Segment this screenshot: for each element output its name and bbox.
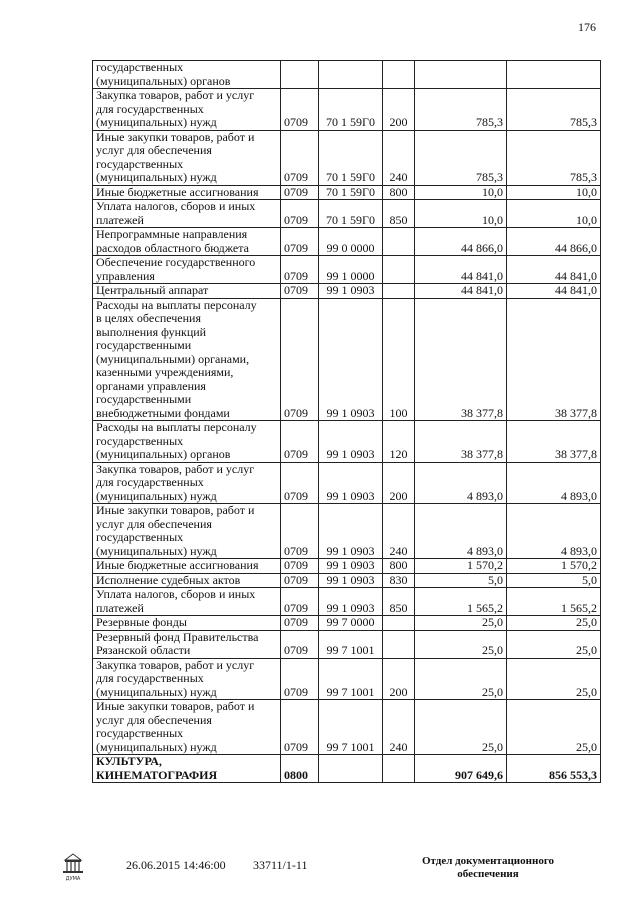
row-article-cell: 99 7 1001: [319, 630, 383, 658]
row-amount-2016-cell: 1 570,2: [507, 559, 601, 574]
row-section-cell: 0709: [281, 130, 319, 185]
row-name-cell: Резервный фонд Правительства Рязанской области: [93, 630, 281, 658]
row-section-cell: 0800: [281, 755, 319, 783]
svg-text:ДУМА: ДУМА: [65, 876, 81, 882]
row-section-cell: 0709: [281, 573, 319, 588]
row-expense-type-cell: 800: [383, 185, 415, 200]
table-row: [93, 185, 601, 200]
row-article-cell: [319, 755, 383, 783]
row-article-cell: 99 1 0903: [319, 462, 383, 504]
table-row: [93, 256, 601, 284]
table-row: [93, 588, 601, 616]
row-name-cell: Иные закупки товаров, работ и услуг для обеспечения государственных (муниципальных) нужд: [93, 504, 281, 559]
row-amount-2015-cell: 44 841,0: [415, 256, 507, 284]
table-row: [93, 504, 601, 559]
budget-table: [92, 60, 601, 783]
row-amount-2016-cell: 38 377,8: [507, 421, 601, 463]
footer-doc-code: 33711/1-11: [253, 858, 308, 872]
row-section-cell: 0709: [281, 616, 319, 631]
row-name-cell: Расходы на выплаты персоналу в целях обеспечения выполнения функций государственными (муниципальными) органами, казенными учреждениями, органами управления государственными внебюджетными фондами: [93, 298, 281, 421]
table-row: [93, 130, 601, 185]
row-article-cell: 70 1 59Г0: [319, 89, 383, 131]
row-amount-2015-cell: 44 866,0: [415, 228, 507, 256]
row-name-cell: Центральный аппарат: [93, 284, 281, 299]
row-expense-type-cell: 200: [383, 462, 415, 504]
table-row: [93, 89, 601, 131]
row-article-cell: 70 1 59Г0: [319, 200, 383, 228]
row-article-cell: 99 1 0000: [319, 256, 383, 284]
footer-department: Отдел документационного обеспечения: [421, 855, 555, 880]
row-amount-2015-cell: 25,0: [415, 616, 507, 631]
row-expense-type-cell: 240: [383, 130, 415, 185]
table-row: [93, 658, 601, 700]
budget-table-body: [93, 61, 601, 783]
table-row: [93, 559, 601, 574]
row-amount-2015-cell: 25,0: [415, 630, 507, 658]
row-section-cell: 0709: [281, 630, 319, 658]
row-expense-type-cell: 120: [383, 421, 415, 463]
row-name-cell: Уплата налогов, сборов и иных платежей: [93, 200, 281, 228]
table-row: [93, 616, 601, 631]
row-name-cell: КУЛЬТУРА, КИНЕМАТОГРАФИЯ: [93, 755, 281, 783]
page-number: 176: [578, 20, 596, 34]
row-article-cell: 99 1 0903: [319, 421, 383, 463]
table-row: [93, 462, 601, 504]
row-article-cell: 99 7 1001: [319, 658, 383, 700]
row-expense-type-cell: 240: [383, 700, 415, 755]
table-row: [93, 284, 601, 299]
row-expense-type-cell: 850: [383, 200, 415, 228]
row-article-cell: [319, 61, 383, 89]
row-amount-2016-cell: 785,3: [507, 89, 601, 131]
row-amount-2015-cell: 1 565,2: [415, 588, 507, 616]
table-row: [93, 61, 601, 89]
row-expense-type-cell: [383, 755, 415, 783]
row-expense-type-cell: 100: [383, 298, 415, 421]
row-section-cell: 0709: [281, 462, 319, 504]
row-section-cell: 0709: [281, 185, 319, 200]
row-name-cell: государственных (муниципальных) органов: [93, 61, 281, 89]
row-expense-type-cell: [383, 616, 415, 631]
row-amount-2016-cell: 44 866,0: [507, 228, 601, 256]
row-section-cell: 0709: [281, 700, 319, 755]
row-name-cell: Закупка товаров, работ и услуг для государственных (муниципальных) нужд: [93, 89, 281, 131]
row-name-cell: Исполнение судебных актов: [93, 573, 281, 588]
row-name-cell: Закупка товаров, работ и услуг для государственных (муниципальных) нужд: [93, 658, 281, 700]
row-expense-type-cell: [383, 630, 415, 658]
row-name-cell: Обеспечение государственного управления: [93, 256, 281, 284]
table-row: [93, 700, 601, 755]
row-name-cell: Иные бюджетные ассигнования: [93, 559, 281, 574]
row-amount-2015-cell: 4 893,0: [415, 504, 507, 559]
table-row: [93, 421, 601, 463]
row-amount-2015-cell: 785,3: [415, 130, 507, 185]
row-section-cell: 0709: [281, 89, 319, 131]
row-name-cell: Иные закупки товаров, работ и услуг для обеспечения государственных (муниципальных) нужд: [93, 130, 281, 185]
row-amount-2016-cell: 38 377,8: [507, 298, 601, 421]
row-amount-2015-cell: 38 377,8: [415, 421, 507, 463]
row-section-cell: 0709: [281, 421, 319, 463]
row-name-cell: Расходы на выплаты персоналу государственных (муниципальных) органов: [93, 421, 281, 463]
row-amount-2015-cell: 25,0: [415, 658, 507, 700]
row-section-cell: 0709: [281, 504, 319, 559]
row-section-cell: 0709: [281, 200, 319, 228]
row-article-cell: 99 7 1001: [319, 700, 383, 755]
row-name-cell: Непрограммные направления расходов областного бюджета: [93, 228, 281, 256]
row-amount-2015-cell: 25,0: [415, 700, 507, 755]
table-row: [93, 630, 601, 658]
row-amount-2015-cell: 10,0: [415, 200, 507, 228]
row-amount-2016-cell: 25,0: [507, 700, 601, 755]
row-article-cell: 70 1 59Г0: [319, 185, 383, 200]
row-section-cell: [281, 61, 319, 89]
duma-logo-icon: [60, 852, 86, 882]
row-expense-type-cell: [383, 61, 415, 89]
table-row: [93, 228, 601, 256]
row-section-cell: 0709: [281, 658, 319, 700]
row-expense-type-cell: 800: [383, 559, 415, 574]
row-amount-2015-cell: 10,0: [415, 185, 507, 200]
table-row: [93, 200, 601, 228]
row-section-cell: 0709: [281, 298, 319, 421]
row-amount-2016-cell: 4 893,0: [507, 462, 601, 504]
row-amount-2016-cell: 10,0: [507, 200, 601, 228]
row-section-cell: 0709: [281, 256, 319, 284]
row-amount-2015-cell: 5,0: [415, 573, 507, 588]
row-amount-2016-cell: 785,3: [507, 130, 601, 185]
row-expense-type-cell: 240: [383, 504, 415, 559]
row-expense-type-cell: 830: [383, 573, 415, 588]
row-section-cell: 0709: [281, 588, 319, 616]
row-amount-2016-cell: [507, 61, 601, 89]
row-name-cell: Резервные фонды: [93, 616, 281, 631]
row-article-cell: 99 1 0903: [319, 573, 383, 588]
row-expense-type-cell: 200: [383, 89, 415, 131]
row-name-cell: Закупка товаров, работ и услуг для государственных (муниципальных) нужд: [93, 462, 281, 504]
row-expense-type-cell: [383, 256, 415, 284]
row-expense-type-cell: [383, 284, 415, 299]
table-row: [93, 573, 601, 588]
row-amount-2015-cell: 1 570,2: [415, 559, 507, 574]
row-expense-type-cell: 200: [383, 658, 415, 700]
row-amount-2016-cell: 856 553,3: [507, 755, 601, 783]
row-amount-2016-cell: 25,0: [507, 630, 601, 658]
row-article-cell: 99 1 0903: [319, 559, 383, 574]
row-amount-2015-cell: 907 649,6: [415, 755, 507, 783]
row-section-cell: 0709: [281, 284, 319, 299]
row-amount-2015-cell: 4 893,0: [415, 462, 507, 504]
row-amount-2015-cell: [415, 61, 507, 89]
footer-datetime: 26.06.2015 14:46:00: [126, 858, 226, 872]
row-amount-2016-cell: 5,0: [507, 573, 601, 588]
row-amount-2015-cell: 785,3: [415, 89, 507, 131]
table-row: [93, 298, 601, 421]
row-name-cell: Уплата налогов, сборов и иных платежей: [93, 588, 281, 616]
table-row: [93, 755, 601, 783]
row-expense-type-cell: [383, 228, 415, 256]
row-article-cell: 70 1 59Г0: [319, 130, 383, 185]
row-name-cell: Иные закупки товаров, работ и услуг для обеспечения государственных (муниципальных) нужд: [93, 700, 281, 755]
row-amount-2016-cell: 25,0: [507, 616, 601, 631]
row-article-cell: 99 1 0903: [319, 588, 383, 616]
row-amount-2015-cell: 38 377,8: [415, 298, 507, 421]
row-article-cell: 99 0 0000: [319, 228, 383, 256]
row-section-cell: 0709: [281, 559, 319, 574]
row-name-cell: Иные бюджетные ассигнования: [93, 185, 281, 200]
row-amount-2016-cell: 44 841,0: [507, 284, 601, 299]
row-amount-2015-cell: 44 841,0: [415, 284, 507, 299]
row-amount-2016-cell: 10,0: [507, 185, 601, 200]
row-expense-type-cell: 850: [383, 588, 415, 616]
row-article-cell: 99 1 0903: [319, 298, 383, 421]
row-amount-2016-cell: 4 893,0: [507, 504, 601, 559]
row-amount-2016-cell: 25,0: [507, 658, 601, 700]
row-amount-2016-cell: 44 841,0: [507, 256, 601, 284]
row-article-cell: 99 1 0903: [319, 504, 383, 559]
row-section-cell: 0709: [281, 228, 319, 256]
row-article-cell: 99 1 0903: [319, 284, 383, 299]
row-amount-2016-cell: 1 565,2: [507, 588, 601, 616]
row-article-cell: 99 7 0000: [319, 616, 383, 631]
